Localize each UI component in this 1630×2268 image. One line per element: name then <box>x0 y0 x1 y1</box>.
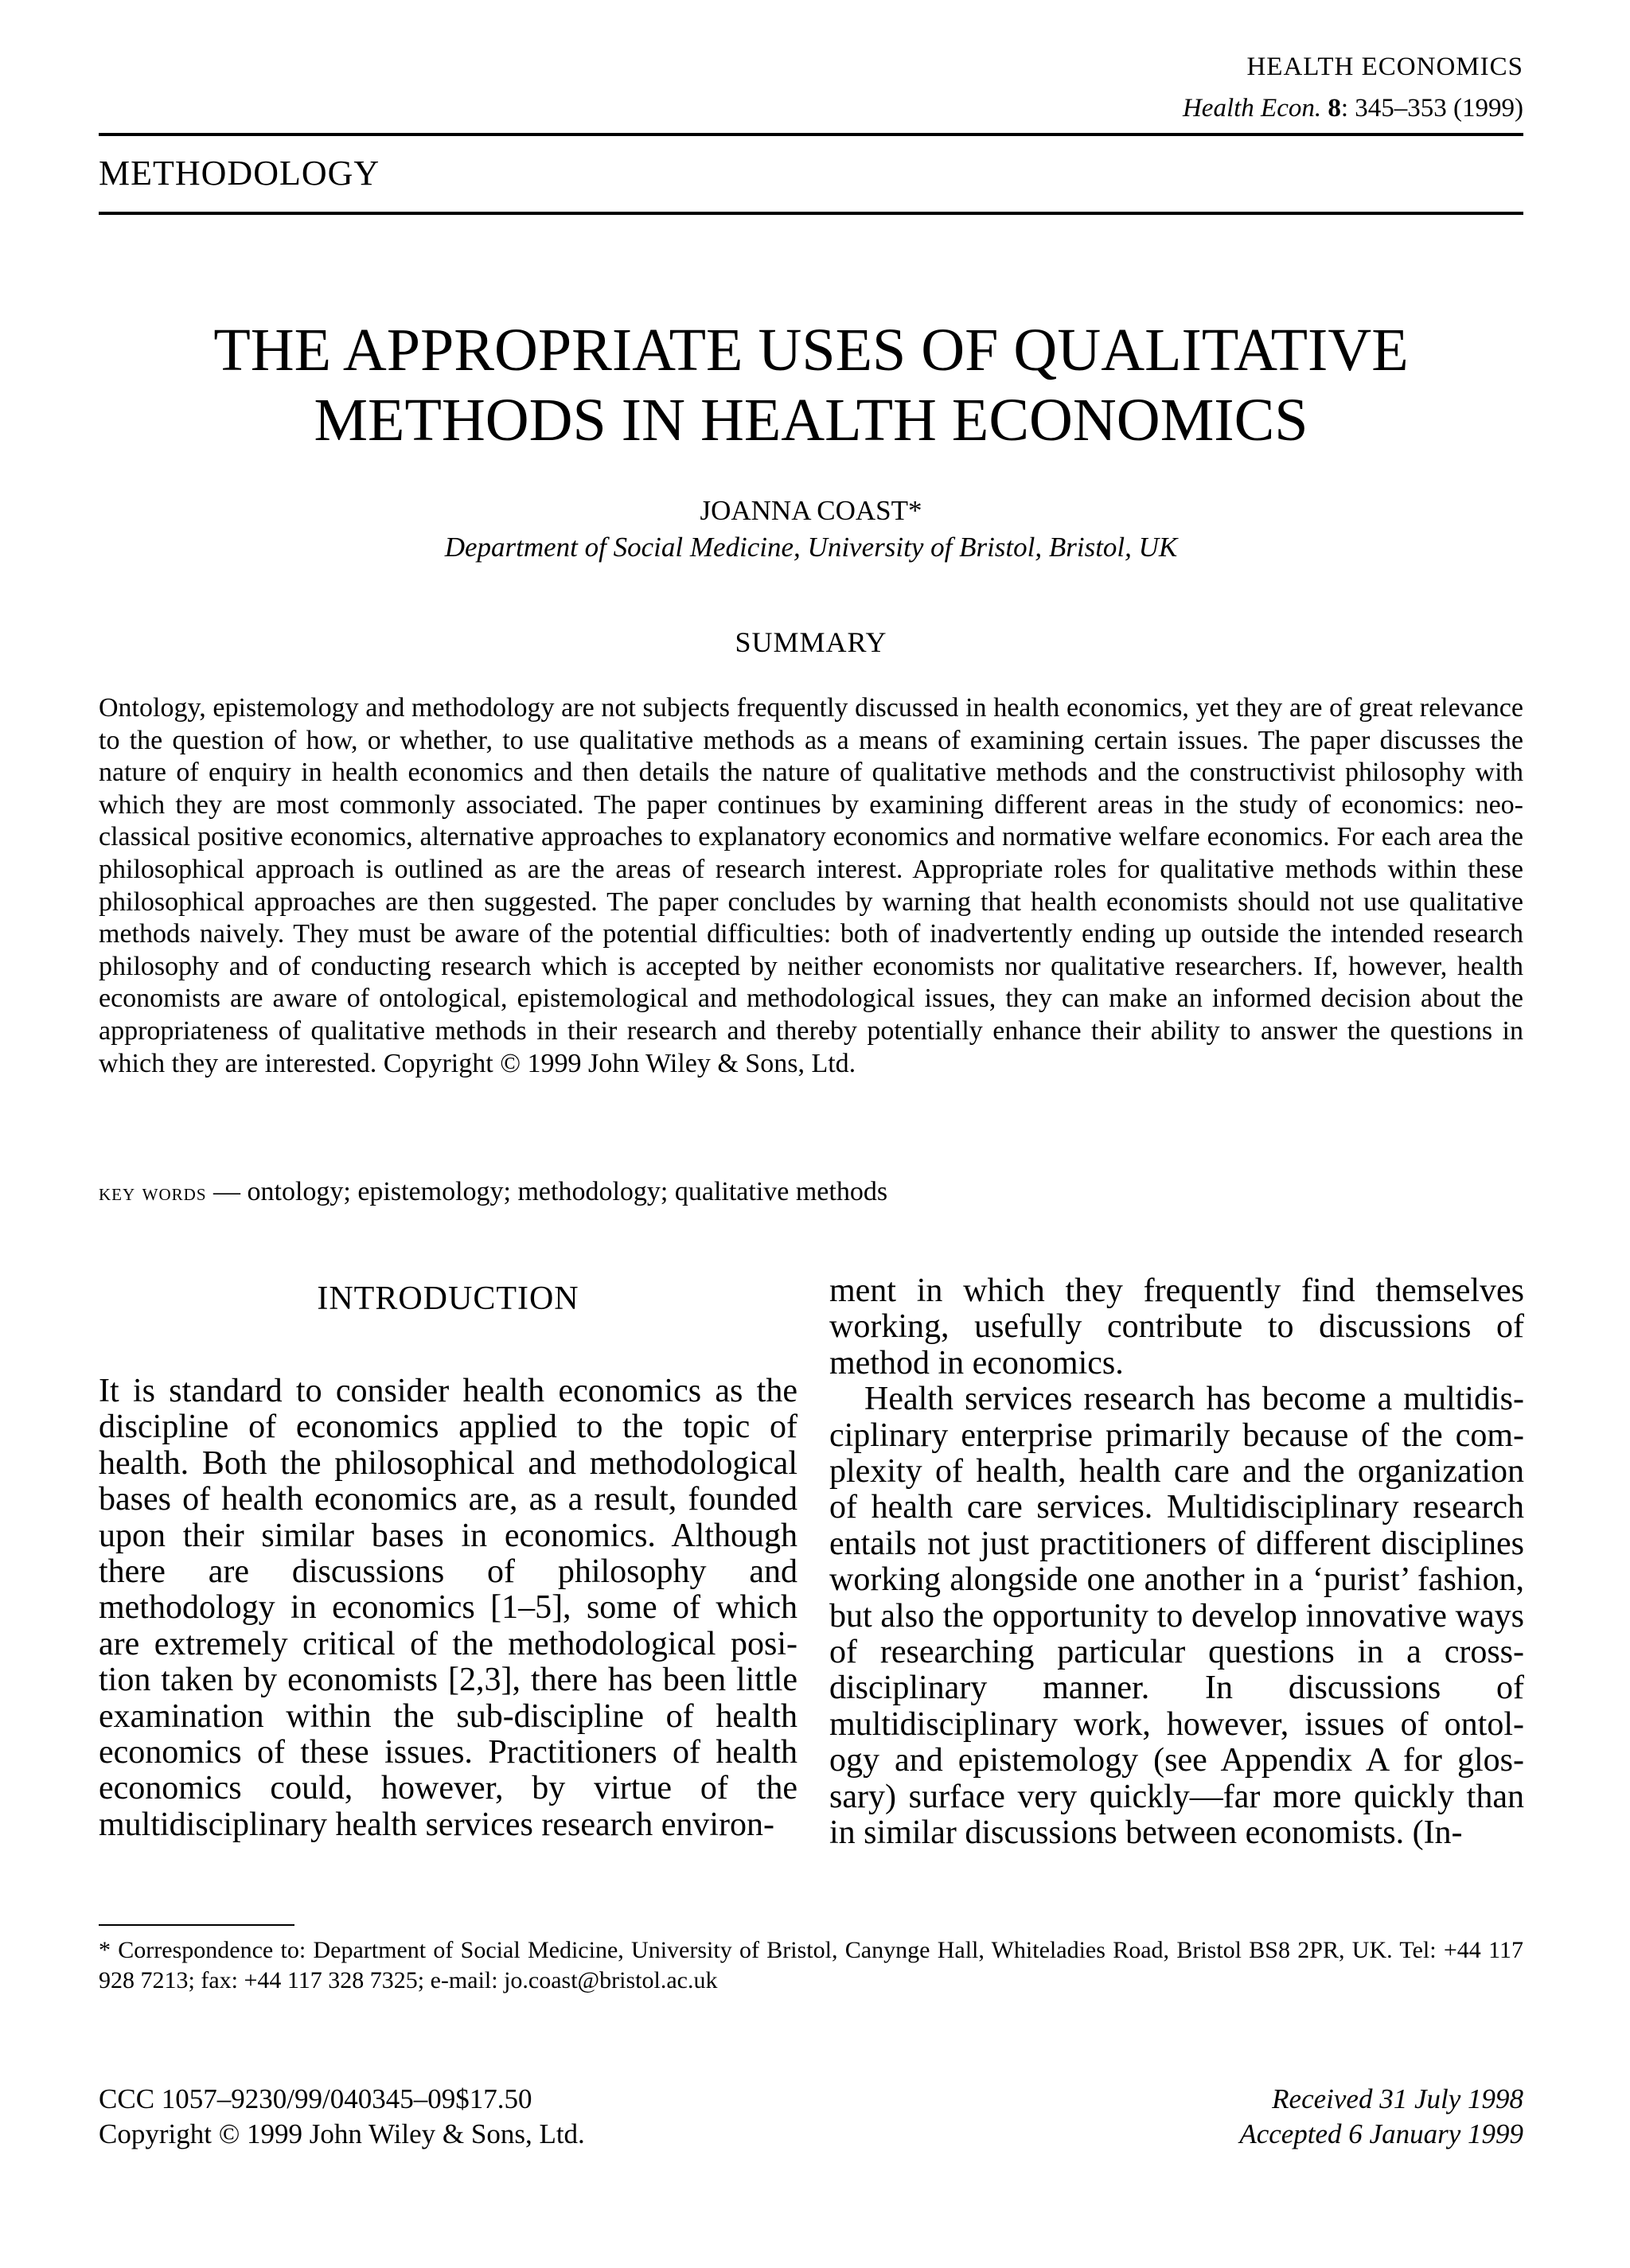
body-column-left <box>99 1281 797 1843</box>
keywords-terms: ontology; epistemology; methodology; qualitative methods <box>247 1177 888 1206</box>
body-paragraph: It is standard to consider health economics as the discipline of economics applied to the topic of health. Both the philosophical and methodological bases of health economics are, as a result, founded upon their similar bases in economics. Although there are discussions of philosophy and methodology in economics [1–5], some of which are extremely critical of the methodological position taken by economists [2,3], there has been little examination within the sub-discipline of health economics of these issues. Practitioners of health economics could, however, by virtue of the multidisciplinary health services research environ- <box>99 1373 797 1843</box>
summary-heading: SUMMARY <box>735 626 887 658</box>
title-line-1: THE APPROPRIATE USES OF QUALITATIVE <box>213 317 1409 384</box>
author-affiliation: Department of Social Medicine, University of Bristol, Bristol, UK <box>444 532 1178 563</box>
body-column-right <box>829 1273 1524 1852</box>
received-date: Received 31 July 1998 <box>1272 2083 1523 2114</box>
footnote-rule <box>99 1924 294 1926</box>
journal-name: HEALTH ECONOMICS <box>1246 53 1523 81</box>
footer-left <box>99 2082 585 2152</box>
introduction-heading: INTRODUCTION <box>317 1280 579 1317</box>
footer-right <box>1239 2082 1523 2152</box>
correspondence-footnote: * Correspondence to: Department of Social Medicine, University of Bristol, Canynge Hall, Whiteladies Road, Bristol BS8 2PR, UK. Tel: +44 117 928 7213; fax: +44 117 328 7325; e-mail: jo.coast@bristol.ac.uk <box>99 1937 1523 1993</box>
section-label: METHODOLOGY <box>99 154 380 193</box>
accepted-date: Accepted 6 January 1999 <box>1239 2118 1523 2149</box>
journal-citation <box>1183 88 1523 129</box>
body-paragraph: ment in which they frequently find themselves working, usefully contribute to discussions of method in economics. <box>829 1272 1524 1381</box>
ccc-code: CCC 1057–9230/99/040345–09$17.50 <box>99 2083 532 2114</box>
journal-volume: 8 <box>1328 94 1341 123</box>
keywords-label: key words <box>99 1179 207 1206</box>
summary-text: Ontology, epistemology and methodology are not subjects frequently discussed in health economics, yet they are of great relevance to the question of how, or whether, to use qualitative methods as a means of examining certain issues. The paper discusses the nature of enquiry in health economics and then details the nature of qualitative methods and the constructivist philosophy with which they are most commonly associated. The paper continues by examining different areas in the study of economics: neo-classical positive economics, alternative approaches to explanatory economics and normative welfare economics. For each area the philosophical approach is outlined as are the areas of research interest. Appropriate roles for qualitative methods within these philosophical approaches are then suggested. The paper concludes by warning that health economists should not use qualitative methods naively. They must be aware of the potential difficulties: both of inadvertently ending up outside the intended research philosophy and of conducting research which is accepted by neither economists nor qualitative researchers. If, however, health economists are aware of ontological, epistemological and methodological issues, they can make an informed decision about the appropriateness of qualitative methods in their research and thereby potentially enhance their ability to answer the questions in which they are interested. Copyright © 1999 John Wiley & Sons, Ltd. <box>99 693 1523 1078</box>
header-rule-bottom <box>99 212 1523 215</box>
keywords <box>99 1176 887 1209</box>
journal-abbrev: Health Econ. <box>1182 94 1322 123</box>
article-title <box>99 315 1523 455</box>
journal-pages: : 345–353 (1999) <box>1340 94 1523 123</box>
journal-header <box>1183 46 1523 129</box>
title-line-2: METHODS IN HEALTH ECONOMICS <box>314 387 1308 454</box>
keywords-separator: — <box>206 1177 248 1206</box>
copyright-notice: Copyright © 1999 John Wiley & Sons, Ltd. <box>99 2118 585 2149</box>
body-paragraph: Health services research has become a multidisciplinary enterprise primarily because of the complexity of health, health care and the organization of health care services. Multidisciplinary research entails not just practitioners of different disciplines working alongside one another in a ‘purist’ fashion, but also the opportunity to develop innovative ways of researching particular questions in a cross-disciplinary manner. In discussions of multidisciplinary work, however, issues of ontology and epistemology (see Appendix A for glossary) surface very quickly—far more quickly than in similar discussions between economists. (In- <box>829 1381 1524 1852</box>
header-rule-top <box>99 133 1523 136</box>
author-name: JOANNA COAST* <box>700 495 922 526</box>
